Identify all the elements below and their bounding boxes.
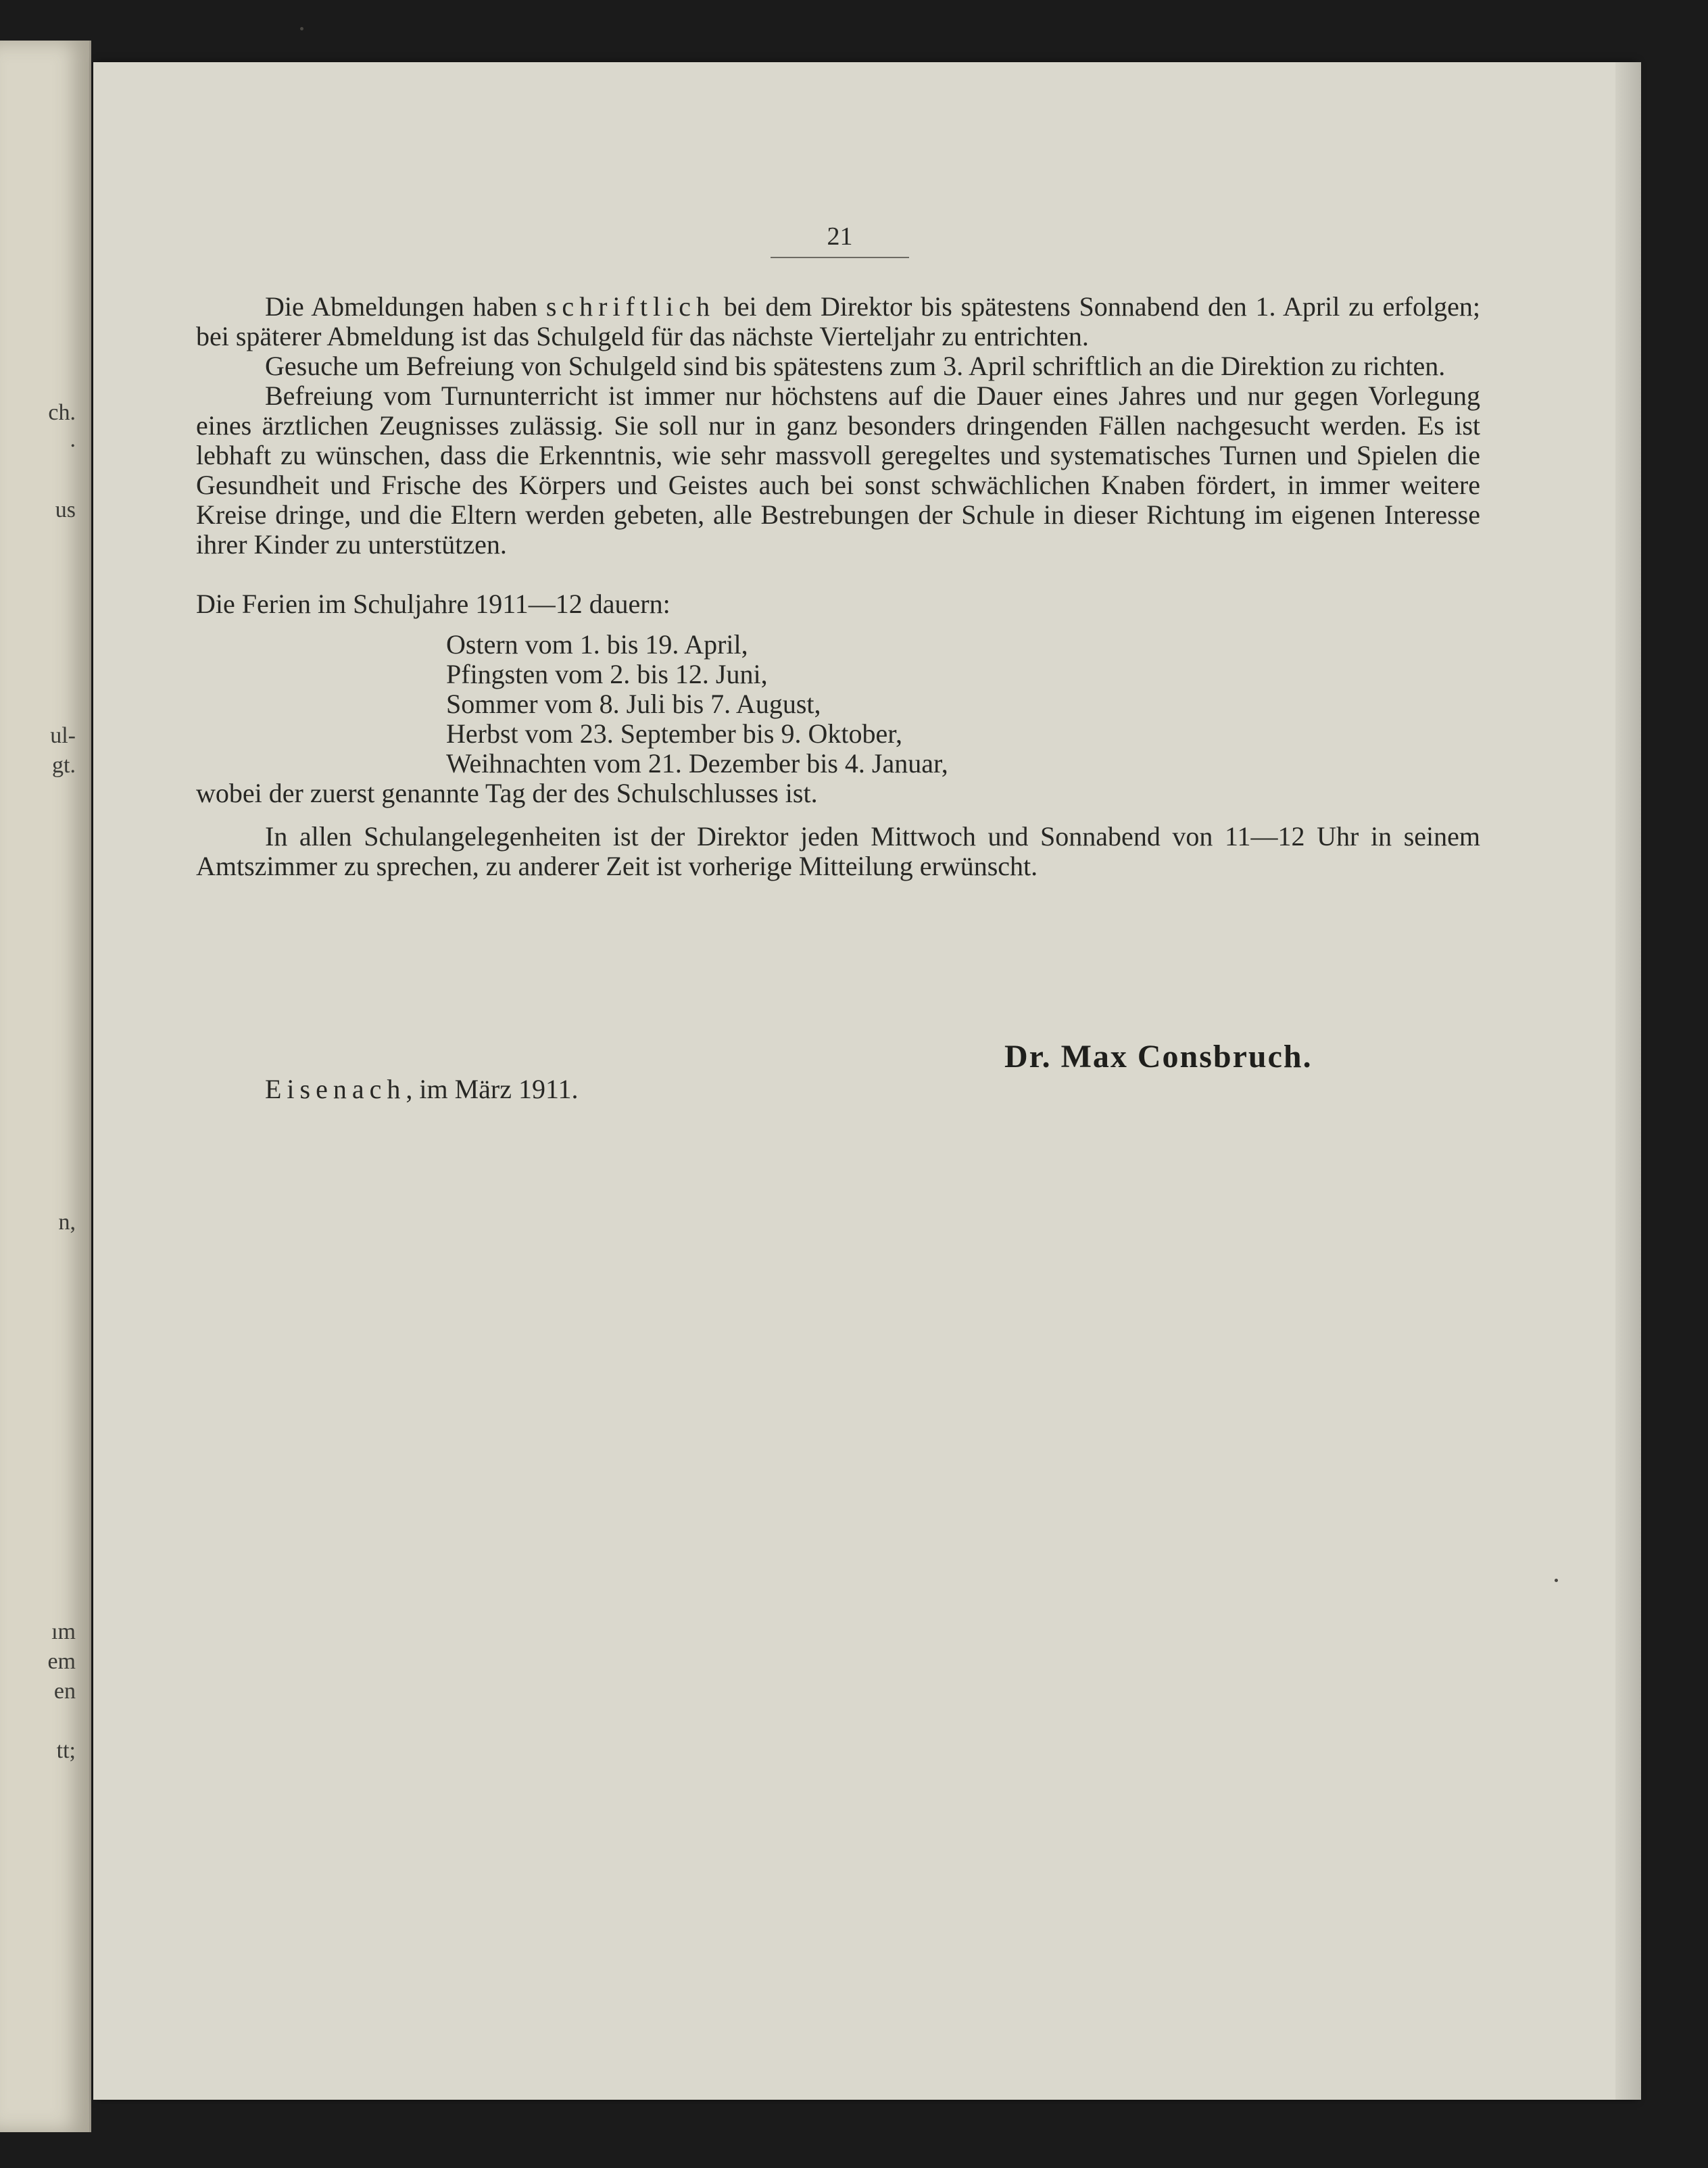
left-page-fragment: n, [58, 1210, 76, 1235]
left-page-fragment: ch. [48, 400, 76, 425]
left-page-fragment: . [70, 427, 76, 452]
speck-mark [300, 27, 303, 30]
left-page-fragment: tt; [56, 1738, 76, 1763]
body-text [196, 292, 1480, 881]
place-name: Eisenach [265, 1074, 406, 1104]
adjacent-page-edge [0, 41, 91, 2132]
date-text: , im März 1911. [406, 1074, 579, 1104]
paragraph-rest: bei dem Direktor bis spätestens Sonnabend den 1. April zu erfolgen; bei späterer Abmeldung ist das Schulgeld für das nächste Vierteljahr zu entrichten. [196, 291, 1480, 351]
paragraph-lead: Die Abmeldungen haben [265, 291, 546, 322]
speck-mark [1555, 1579, 1558, 1582]
spaced-word: schriftlich [545, 291, 716, 322]
left-page-fragment: ım [51, 1619, 76, 1644]
page-number-rule [771, 257, 909, 258]
left-page-fragment: en [53, 1679, 76, 1704]
left-page-fragment: ul- [50, 723, 76, 748]
place-date [265, 1073, 579, 1105]
holiday-item: Ostern vom 1. bis 19. April, [446, 629, 748, 660]
holiday-item: Herbst vom 23. September bis 9. Oktober, [446, 718, 902, 749]
holiday-item: Weihnachten vom 21. Dezember bis 4. Januar, [446, 748, 948, 779]
left-page-fragment: gt. [52, 753, 76, 778]
paragraph-turnunterricht: Befreiung vom Turnunterricht ist immer nur höchstens auf die Dauer eines Jahres und nur gegen Vorlegung eines ärztlichen Zeugnisses zulässig. Sie soll nur in ganz besonders dringenden Fällen nachgesucht werden. Es ist lebhaft zu wünschen, dass die Erkenntnis, wie sehr massvoll geregeltes und systematisches Turnen und Spielen die Gesundheit und Frische des Körpers und Geistes auch bei sonst schwächlichen Knaben fördert, in immer weitere Kreise dringe, und die Eltern werden gebeten, alle Bestrebungen der Schule in dieser Richtung im eigenen Interesse ihrer Kinder zu unterstützen. [196, 380, 1480, 560]
holiday-list [446, 630, 1480, 779]
paragraph-abmeldungen [196, 292, 1480, 351]
holiday-item: Pfingsten vom 2. bis 12. Juni, [446, 659, 768, 689]
left-page-fragment: us [55, 497, 76, 522]
holiday-item: Sommer vom 8. Juli bis 7. August, [446, 689, 821, 719]
signature: Dr. Max Consbruch. [1004, 1039, 1313, 1075]
ferien-intro: Die Ferien im Schuljahre 1911—12 dauern: [196, 589, 670, 619]
left-page-fragment: em [47, 1649, 76, 1674]
paragraph-befreiung-schulgeld: Gesuche um Befreiung von Schulgeld sind bis spätestens zum 3. April schriftlich an die Direktion zu richten. [265, 351, 1446, 381]
page-edge-shadow [1615, 62, 1641, 2100]
ferien-note: wobei der zuerst genannte Tag der des Schulschlusses ist. [196, 778, 818, 808]
paragraph-sprechzeiten: In allen Schulangelegenheiten ist der Direktor jeden Mittwoch und Sonnabend von 11—12 Uhr in seinem Amtszimmer zu sprechen, zu anderer Zeit ist vorherige Mitteilung erwünscht. [196, 821, 1480, 881]
page-number: 21 [827, 222, 853, 251]
